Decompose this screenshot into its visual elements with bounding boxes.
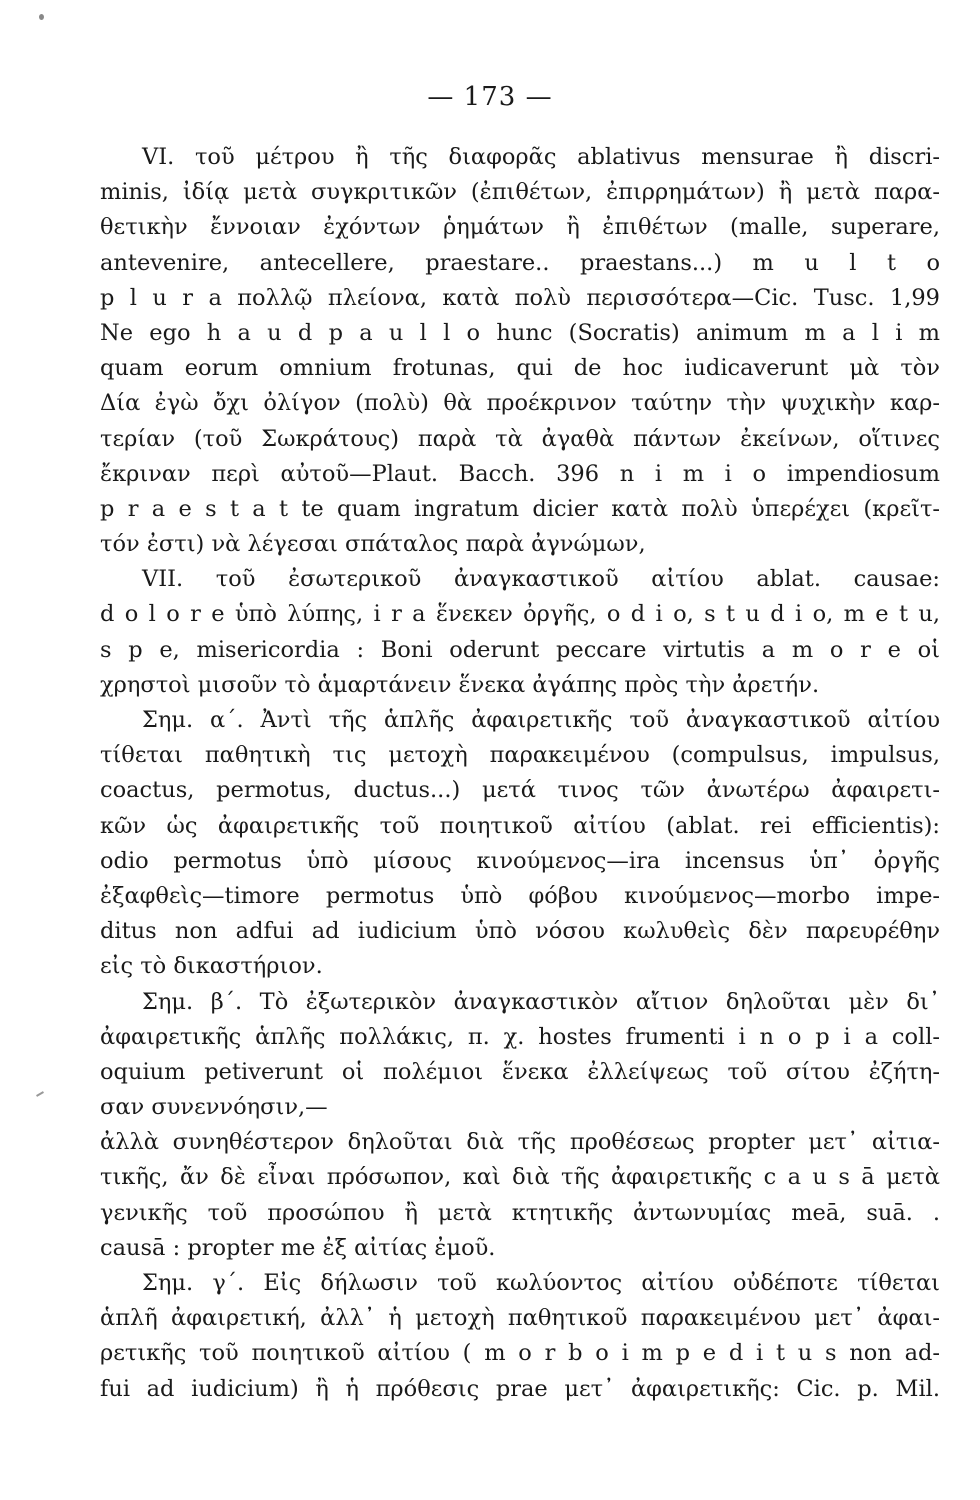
page-number: — 173 — [427,82,553,112]
text-line: θετικὴν ἔννοιαν ἐχόντων ῥημάτων ἢ ἐπιθέτων (malle, superare, [100,214,940,241]
text-line: ἐξαφθεὶς—timore permotus ὑπὸ φόβου κινούμενος—morbo impe- [100,882,940,909]
text-line: εἰς τὸ δικαστήριον. [100,953,323,980]
margin-mark [36,1091,44,1097]
text-line: coactus, permotus, ductus...) μετά τινος τῶν ἀνωτέρω ἀφαιρετι- [100,777,940,804]
text-line: σαν συνεννόησιν,— [100,1094,328,1121]
text-line: ρετικῆς τοῦ ποιητικοῦ αἰτίου ( m o r b o i m p e d i t u s non ad- [100,1340,940,1367]
text-line: τίθεται παθητικὴ τις μετοχὴ παρακειμένου (compulsus, impulsus, [100,742,940,769]
text-line: γενικῆς τοῦ προσώπου ἢ μετὰ κτητικῆς ἀντωνυμίας meā, suā. . [100,1199,940,1226]
text-line: Δία ἐγὼ ὄχι ὀλίγον (πολὺ) θὰ προέκρινον ταύτην τὴν ψυχικὴν καρ- [100,390,940,417]
text-line: τικῆς, ἄν δὲ εἶναι πρόσωπον, καὶ διὰ τῆς ἀφαιρετικῆς c a u s ā μετὰ [100,1164,940,1191]
text-line: d o l o r e ὑπὸ λύπης, i r a ἕνεκεν ὀργῆς, o d i o, s t u d i o, m e t u, [100,601,940,628]
text-line: causā : propter me ἐξ αἰτίας ἐμοῦ. [100,1234,496,1261]
text-line: Σημ. γ΄. Εἰς δήλωσιν τοῦ κωλύοντος αἰτίου οὐδέποτε τίθεται [142,1270,940,1296]
text-line: antevenire, antecellere, praestare.. praestans...) m u l t o [100,249,940,276]
text-line: fui ad iudicium) ἢ ἡ πρόθεσις prae μετ᾽ ἀφαιρετικῆς: Cic. p. Mil. [100,1375,940,1402]
text-line: quam eorum omnium frotunas, qui de hoc iudicaverunt μὰ τὸν [100,355,940,382]
text-line: s p e, misericordia : Boni oderunt peccare virtutis a m o r e οἱ [100,636,940,663]
text-line: odio permotus ὑπὸ μίσους κινούμενος—ira incensus ὑπ᾽ ὀργῆς [100,847,940,874]
body-text [100,140,940,1407]
text-line: Ne ego h a u d p a u l l o hunc (Socratis) animum m a l i m [100,319,940,346]
text-line: p r a e s t a t te quam ingratum dicier κατὰ πολὺ ὑπερέχει (κρεῖτ- [100,495,940,522]
text-line: ἀλλὰ συνηθέστερον δηλοῦται διὰ τῆς προθέσεως propter μετ᾽ αἰτια- [100,1129,940,1156]
text-line: oquium petiverunt οἱ πολέμιοι ἕνεκα ἐλλείψεως τοῦ σίτου ἐζήτη- [100,1058,940,1085]
text-line: ditus non adfui ad iudicium ὑπὸ νόσου κωλυθεὶς δὲν παρευρέθην [100,918,940,945]
text-line: τερίαν (τοῦ Σωκράτους) παρὰ τὰ ἀγαθὰ πάντων ἐκείνων, οἵτινες [100,425,940,452]
text-line: VII. τοῦ ἐσωτερικοῦ ἀναγκαστικοῦ αἰτίου ablat. causae: [142,566,940,593]
text-line: Σημ. α΄. Ἀντὶ τῆς ἁπλῆς ἀφαιρετικῆς τοῦ ἀναγκαστικοῦ αἰτίου [142,707,940,733]
text-line: Σημ. β΄. Τὸ ἐξωτερικὸν ἀναγκαστικὸν αἴτιον δηλοῦται μὲν δι᾽ [142,988,940,1015]
paper-speck [39,14,44,20]
text-line: ἁπλῆ ἀφαιρετική, ἀλλ᾽ ἡ μετοχὴ παθητικοῦ παρακειμένου μετ᾽ ἀφαι- [100,1305,940,1332]
text-line: τόν ἐστι) νὰ λέγεσαι σπάταλος παρὰ ἀγνώμων, [100,531,646,558]
text-line: ἀφαιρετικῆς ἁπλῆς πολλάκις, π. χ. hostes frumenti i n o p i a coll- [100,1023,940,1050]
text-line: χρηστοὶ μισοῦν τὸ ἁμαρτάνειν ἕνεκα ἀγάπης πρὸς τὴν ἀρετήν. [100,671,820,698]
text-line: VI. τοῦ μέτρου ἢ τῆς διαφορᾶς ablativus mensurae ἢ discri- [142,144,940,170]
text-line: κῶν ὡς ἀφαιρετικῆς τοῦ ποιητικοῦ αἰτίου (ablat. rei efficientis): [100,812,940,839]
text-line: minis, ἰδίᾳ μετὰ συγκριτικῶν (ἐπιθέτων, ἐπιρρημάτων) ἢ μετὰ παρα- [100,179,940,206]
text-line: p l u r a πολλῷ πλείονα, κατὰ πολὺ περισσότερα—Cic. Tusc. 1,99 [100,284,940,311]
text-line: ἔκριναν περὶ αὐτοῦ—Plaut. Bacch. 396 n i m i o impendiosum [100,460,940,487]
